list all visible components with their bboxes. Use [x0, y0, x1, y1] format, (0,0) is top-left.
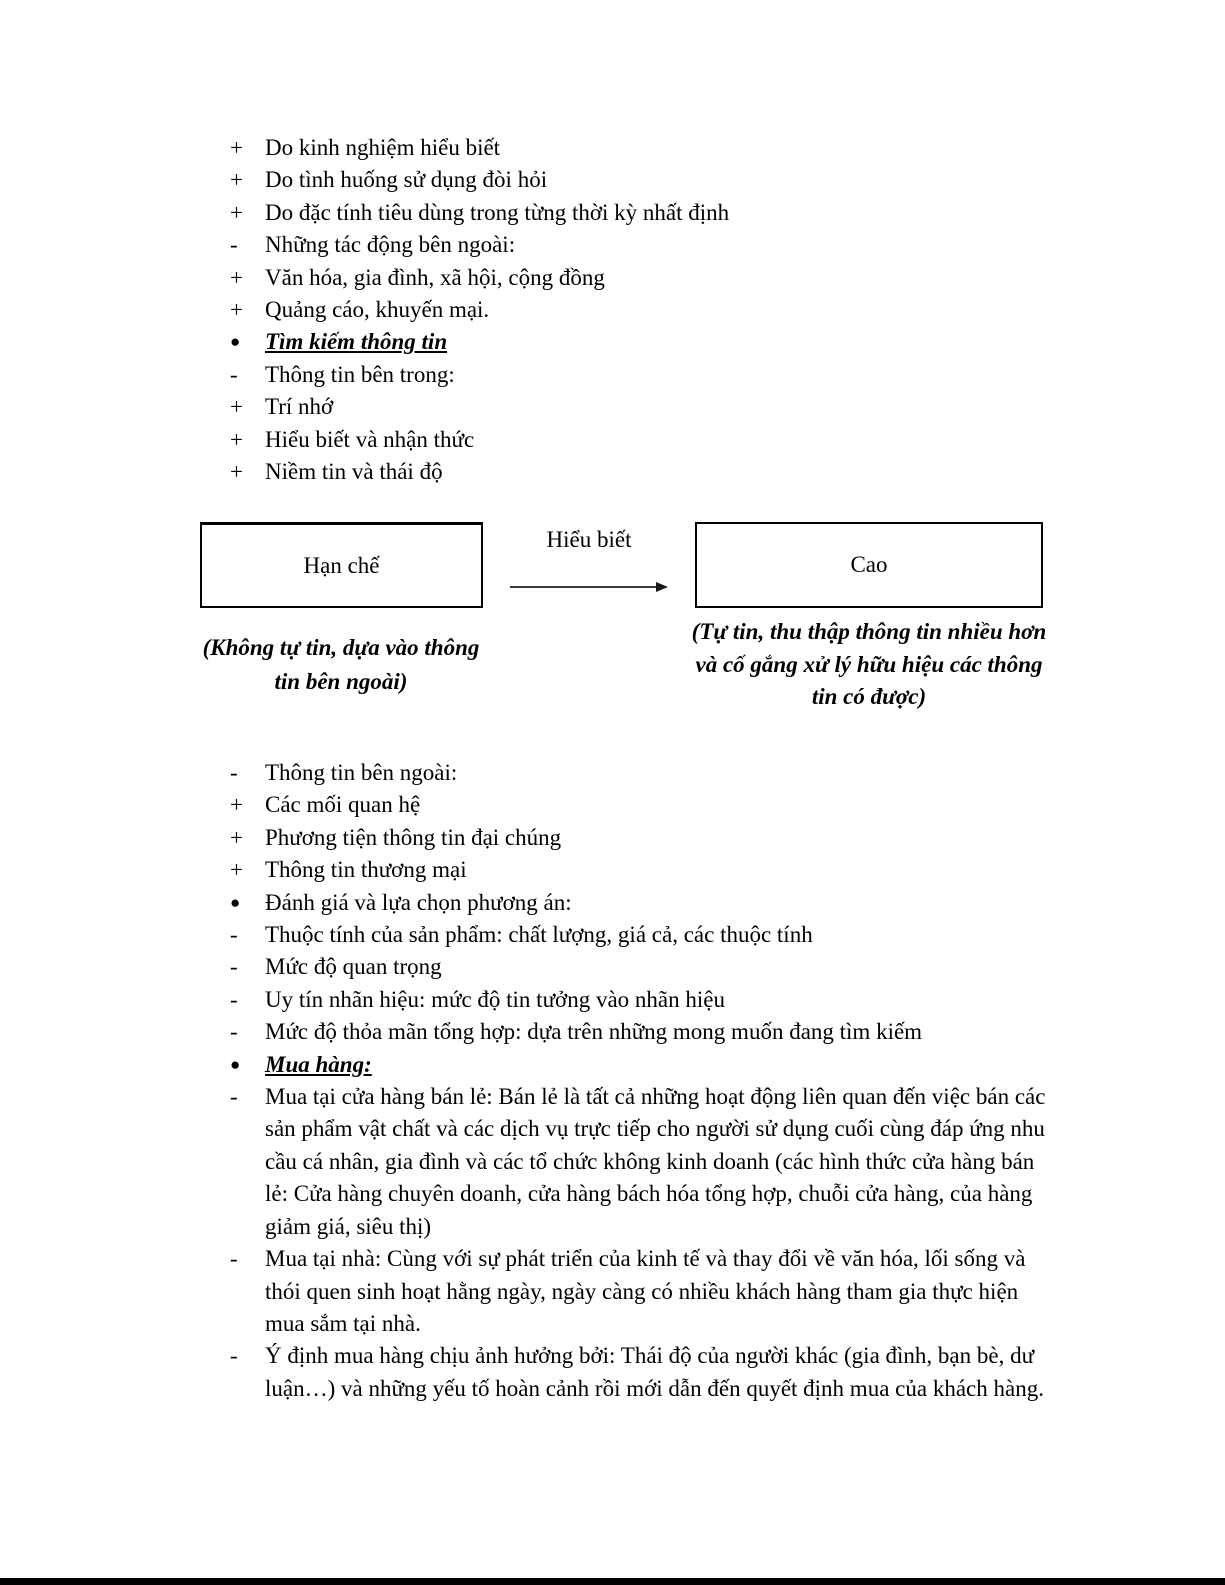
bullet-marker-icon: ●	[230, 332, 241, 352]
list-marker: +	[230, 426, 243, 452]
list-marker: +	[230, 459, 243, 485]
list-item-text: Phương tiện thông tin đại chúng	[265, 824, 562, 850]
list-item-text: Đánh giá và lựa chọn phương án:	[265, 889, 572, 915]
list-item	[230, 984, 1048, 1016]
left-box-label: Hạn chế	[303, 552, 380, 578]
list-marker: +	[230, 857, 243, 883]
arrow-label: Hiểu biết	[546, 527, 632, 552]
list-marker: +	[230, 394, 243, 420]
top-bullet-list	[230, 132, 1048, 488]
list-item	[230, 854, 1048, 886]
right-box	[695, 522, 1043, 608]
list-marker: -	[230, 1246, 238, 1272]
list-marker: -	[230, 1343, 238, 1369]
list-item	[230, 326, 1048, 358]
list-item-text: Do đặc tính tiêu dùng trong từng thời kỳ nhất định	[265, 199, 730, 225]
next-page-edge	[0, 1578, 1225, 1585]
list-item	[230, 1243, 1048, 1340]
list-item	[230, 1340, 1048, 1405]
list-item-text: Mua tại cửa hàng bán lẻ: Bán lẻ là tất cả những hoạt động liên quan đến việc bán các sản phẩm vật chất và các dịch vụ trực tiếp cho người sử dụng cuối cùng đáp ứng nhu cầu cá nhân, gia đình và các tổ chức không kinh doanh (các hình thức cửa hàng bán lẻ: Cửa hàng chuyên doanh, cửa hàng bách hóa tổng hợp, chuỗi cửa hàng, của hàng giảm giá, siêu thị)	[265, 1084, 1046, 1239]
list-marker: -	[230, 760, 238, 785]
list-marker: +	[230, 167, 243, 193]
list-marker: -	[230, 1019, 238, 1045]
list-marker: +	[230, 264, 243, 290]
list-item-text: Uy tín nhãn hiệu: mức độ tin tưởng vào nhãn hiệu	[265, 986, 725, 1012]
list-item	[230, 294, 1048, 326]
list-item-text: Thuộc tính của sản phẩm: chất lượng, giá cả, các thuộc tính	[265, 922, 813, 948]
list-item-text: Ý định mua hàng chịu ảnh hưởng bởi: Thái độ của người khác (gia đình, bạn bè, dư luận…) và những yếu tố hoàn cảnh rồi mới dẫn đến quyết định mua của khách hàng.	[265, 1343, 1044, 1401]
list-item-text: Mức độ quan trọng	[265, 954, 442, 980]
right-arrow-line	[510, 586, 656, 588]
list-item	[230, 262, 1048, 294]
list-item	[230, 456, 1048, 488]
list-item	[230, 132, 1048, 164]
list-marker: -	[230, 922, 238, 948]
list-item-text: Tìm kiếm thông tin	[265, 329, 448, 355]
list-marker: +	[230, 824, 243, 850]
list-item-text: Thông tin bên ngoài:	[265, 760, 458, 785]
list-item-text: Trí nhớ	[265, 394, 334, 420]
list-item	[230, 1016, 1048, 1048]
list-item	[230, 789, 1048, 821]
list-item-text: Mua tại nhà: Cùng với sự phát triển của kinh tế và thay đổi về văn hóa, lối sống và thói quen sinh hoạt hằng ngày, ngày càng có nhiều khách hàng tham gia thực hiện mua sắm tại nhà.	[265, 1246, 1026, 1336]
right-arrow-head-icon	[656, 582, 668, 592]
list-item-text: Hiểu biết và nhận thức	[265, 426, 475, 452]
list-item-text: Văn hóa, gia đình, xã hội, cộng đồng	[265, 264, 605, 290]
right-box-label: Cao	[850, 552, 888, 577]
list-item	[230, 887, 1048, 919]
list-marker: -	[230, 986, 238, 1012]
list-item	[230, 424, 1048, 456]
right-box-caption: (Tự tin, thu thập thông tin nhiều hơn và cố gắng xử lý hữu hiệu các thông tin có được)	[691, 619, 1047, 709]
list-item-text: Những tác động bên ngoài:	[265, 232, 516, 258]
list-item	[230, 1049, 1048, 1081]
list-item-text: Quảng cáo, khuyến mại.	[265, 297, 490, 323]
list-item	[230, 822, 1048, 854]
list-item-text: Do kinh nghiệm hiểu biết	[265, 135, 501, 160]
list-item	[230, 164, 1048, 196]
list-item-text: Do tình huống sử dụng đòi hỏi	[265, 167, 548, 193]
list-item-text: Thông tin bên trong:	[265, 361, 455, 387]
list-marker: -	[230, 954, 238, 980]
list-item	[230, 391, 1048, 423]
list-item-text: Mức độ thỏa mãn tổng hợp: dựa trên những mong muốn đang tìm kiếm	[265, 1019, 923, 1045]
list-marker: +	[230, 135, 243, 160]
list-item	[230, 919, 1048, 951]
list-item-text: Niềm tin và thái độ	[265, 459, 443, 485]
left-box	[200, 522, 483, 608]
list-item	[230, 1081, 1048, 1243]
list-item-text: Mua hàng:	[265, 1051, 372, 1077]
bullet-marker-icon: ●	[230, 892, 241, 912]
list-marker: +	[230, 792, 243, 818]
bullet-marker-icon: ●	[230, 1054, 241, 1074]
left-box-caption: (Không tự tin, dựa vào thông tin bên ngoài)	[202, 635, 480, 694]
list-marker: +	[230, 297, 243, 323]
list-item	[230, 229, 1048, 261]
list-item	[230, 197, 1048, 229]
list-marker: -	[230, 232, 238, 258]
list-item-text: Thông tin thương mại	[265, 857, 467, 883]
bottom-bullet-list	[230, 757, 1048, 1405]
list-marker: -	[230, 361, 238, 387]
list-item	[230, 359, 1048, 391]
list-item	[230, 757, 1048, 789]
list-item-text: Các mối quan hệ	[265, 792, 421, 818]
list-item	[230, 951, 1048, 983]
list-marker: -	[230, 1084, 238, 1110]
list-marker: +	[230, 199, 243, 225]
